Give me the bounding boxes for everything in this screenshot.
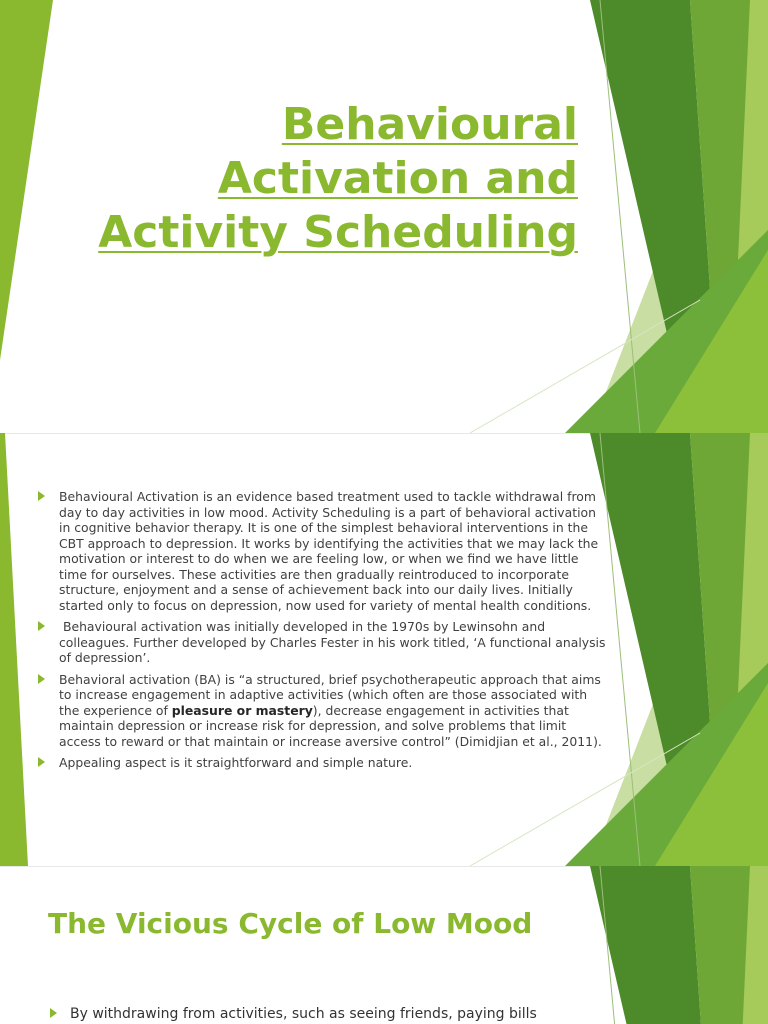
bullet-arrow-icon xyxy=(38,621,45,631)
slide-content xyxy=(0,433,768,866)
decorative-shapes xyxy=(0,866,768,1024)
list-item xyxy=(38,672,610,750)
list-item xyxy=(38,619,610,666)
slide-vicious-cycle xyxy=(0,866,768,1024)
slide-heading: The Vicious Cycle of Low Mood xyxy=(48,907,533,940)
left-edge-stripe xyxy=(0,433,28,866)
list-item xyxy=(38,755,610,771)
slide-title-heading xyxy=(58,98,578,260)
slide-title xyxy=(0,0,768,433)
bullet-text: Behavioural Activation is an evidence based treatment used to tackle withdrawal from day to day activities in low mood. Activity Scheduling is a part of behavioral activation in cognitive behavior therapy. It is one of the simplest behavioral interventions in the CBT approach to depression. It works by identifying the activities that we may lack the motivation or interest to do when we are feeling low, or when we find we have little time for ourselves. These activities are then gradually reintroduced to incorporate structure, enjoyment and a sense of achievement back into our daily lives. Initially started only to focus on depression, now used for variety of mental health conditions. xyxy=(59,489,599,613)
bullet-list xyxy=(50,1004,610,1024)
bullet-arrow-icon xyxy=(38,674,45,684)
bullet-text-bold: pleasure or mastery xyxy=(171,702,313,718)
bullet-text-before: Behavioral activation (BA) is “a structured, brief psychotherapeutic approach that aims to increase engagement in adaptive activities (which often are those associated with the experience of xyxy=(59,671,601,718)
bullet-text: Appealing aspect is it straightforward and simple nature. xyxy=(59,755,413,770)
left-edge-stripe xyxy=(0,0,53,360)
bullet-arrow-icon xyxy=(38,757,45,767)
list-item xyxy=(38,489,610,613)
bullet-arrow-icon xyxy=(50,1008,57,1018)
bullet-arrow-icon xyxy=(38,491,45,501)
bullet-text: Behavioural activation was initially developed in the 1970s by Lewinsohn and colleagues. Further developed by Charles Fester in his work titled, ‘A functional analysis of depression’. xyxy=(59,619,610,665)
list-item xyxy=(50,1004,610,1024)
bullet-text: By withdrawing from activities, such as seeing friends, paying bills xyxy=(70,1006,537,1022)
title-line-3: Activity Scheduling xyxy=(98,207,578,258)
bullet-text-after: ), decrease engagement in activities that maintain depression or increase risk for depression, and solve problems that limit access to reward or that maintain or increase aversive control” (Dimidjian et al., 2011). xyxy=(59,702,602,749)
title-line-2: Activation and xyxy=(217,153,578,204)
bullet-list xyxy=(38,489,610,777)
title-line-1: Behavioural xyxy=(281,99,578,150)
